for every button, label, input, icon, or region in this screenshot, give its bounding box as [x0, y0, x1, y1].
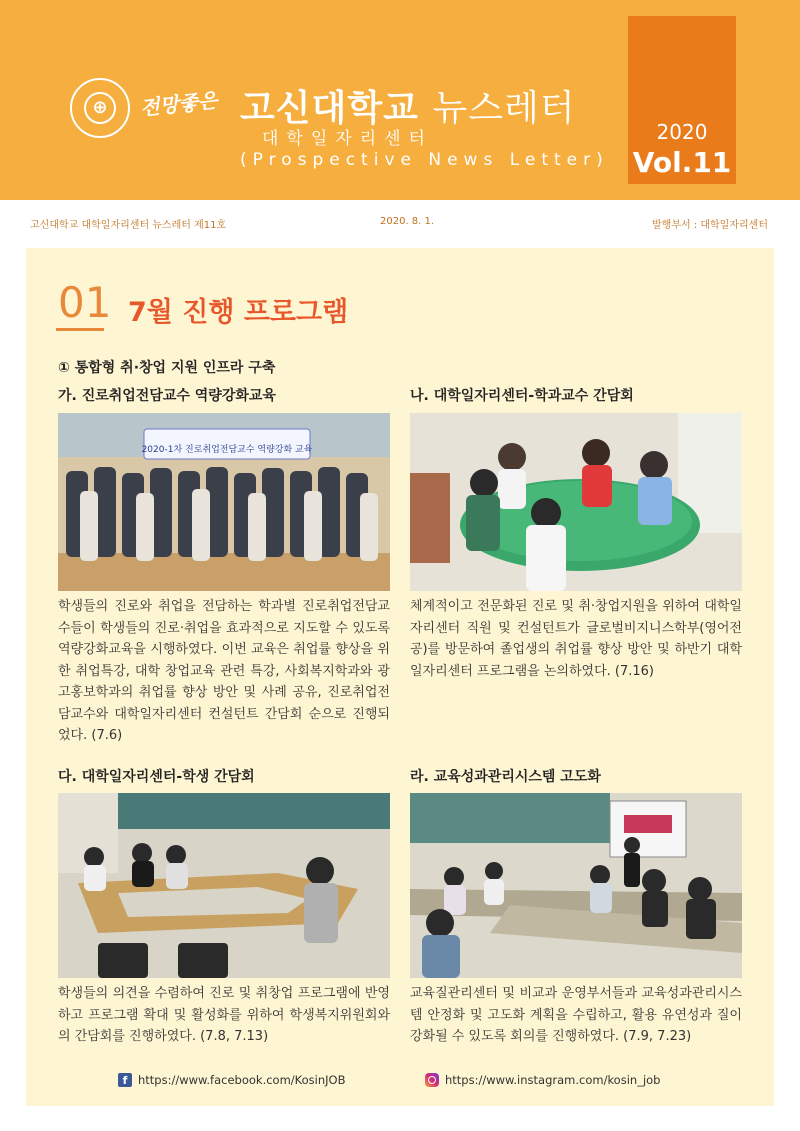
- center-name: 대학일자리센터: [262, 129, 433, 149]
- item-caption-2: 나. 대학일자리센터-학과교수 간담회: [410, 388, 634, 404]
- university-name: 고신대학교: [240, 88, 419, 129]
- facebook-link[interactable]: [118, 1073, 345, 1087]
- item-text-3: 학생들의 의견을 수렴하여 진로 및 취창업 프로그램에 반영하고 프로그램 확대 및 활성화를 위하여 학생복지위원회와의 간담회를 진행하였다. (7.8, 7.13): [58, 986, 390, 1044]
- header-banner: [0, 0, 800, 200]
- newsletter-label: 뉴스레터: [432, 88, 576, 129]
- item-text-1: 학생들의 진로와 취업을 전담하는 학과별 진로취업전담교수들이 학생들의 진로·취업을 효과적으로 지도할 수 있도록 역량강화교육을 시행하였다. 이번 교육은 취업률 향상을 위한 취업특강, 대학 창업교육 관련 특강, 사회복지학과와 광고홍보학과의 취업률 향상 방안 및 사례 공유, 진로취업전담교수와 대학일자리센터 컨설턴트 간담회 순으로 진행되었다. (7.6): [58, 599, 390, 743]
- section-number-underline: [56, 328, 104, 331]
- instagram-link[interactable]: [425, 1073, 660, 1087]
- section-title: 7월 진행 프로그램: [128, 297, 349, 328]
- photo-banner-text: 2020-1차 진로취업전담교수 역량강화 교육: [141, 445, 313, 455]
- item-caption-1: 가. 진로취업전담교수 역량강화교육: [58, 388, 276, 404]
- facebook-url[interactable]: https://www.facebook.com/KosinJOB: [138, 1073, 346, 1087]
- logo-emblem-icon: ⊕: [84, 92, 116, 124]
- issue-volume: Vol.11: [632, 146, 732, 179]
- publisher: 발행부서 : 대학일자리센터: [652, 220, 768, 231]
- instagram-url[interactable]: https://www.instagram.com/kosin_job: [445, 1073, 661, 1087]
- item-text-2: 체계적이고 전문화된 진로 및 취·창업지원을 위하여 대학일자리센터 직원 및 컨설턴트가 글로벌비지니스학부(영어전공)를 방문하여 졸업생의 취업률 향상 방안 및 하반기 대학일자리센터 프로그램을 논의하였다. (7.16): [410, 599, 742, 679]
- facebook-icon: f: [118, 1073, 132, 1087]
- instagram-icon: [425, 1073, 439, 1087]
- item-text-4: 교육질관리센터 및 비교과 운영부서들과 교육성과관리시스템 안정화 및 고도화 계획을 수립하고, 활용 유연성과 질이 강화될 수 있도록 회의를 진행하였다. (7.9, 7.23): [410, 986, 742, 1044]
- university-logo: [70, 78, 130, 138]
- volume-box: [628, 16, 736, 184]
- issue-info: 고신대학교 대학일자리센터 뉴스레터 제11호: [30, 220, 227, 231]
- item-caption-3: 다. 대학일자리센터-학생 간담회: [58, 769, 255, 785]
- issue-year: 2020: [656, 120, 708, 144]
- slogan: 전망좋은: [139, 88, 219, 120]
- photo-system-meeting: [410, 793, 742, 978]
- issue-date: 2020. 8. 1.: [380, 216, 435, 227]
- subheading: ① 통합형 취·창업 지원 인프라 구축: [58, 360, 276, 376]
- photo-training: [58, 413, 390, 591]
- photo-faculty-meeting: [410, 413, 742, 591]
- section-number: 01: [58, 278, 112, 327]
- photo-student-meeting: [58, 793, 390, 978]
- item-caption-4: 라. 교육성과관리시스템 고도화: [410, 769, 601, 785]
- english-title: (Prospective News Letter): [240, 150, 609, 170]
